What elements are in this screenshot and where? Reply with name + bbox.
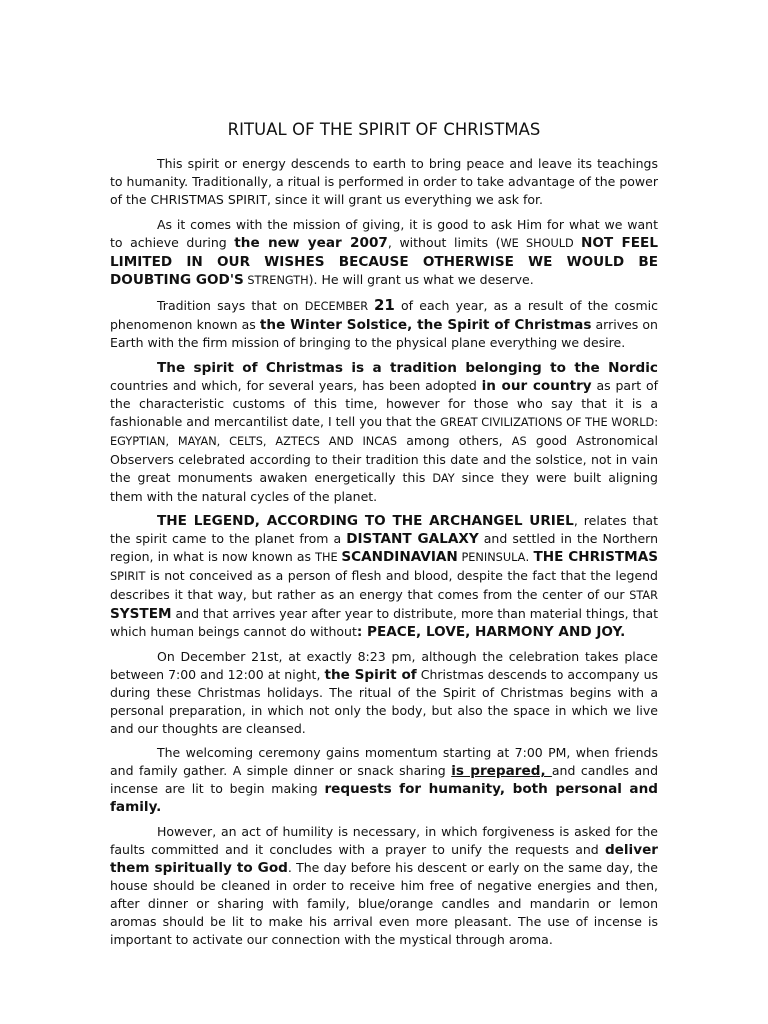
paragraph-1-text: This spirit or energy descends to earth to bring peace and leave its teachings to humanity. Traditionally, a ritual is performed in order to take advantage of the power of the CHRISTMAS SPIRIT, since it will grant us everything we ask for. [110,156,658,207]
p3-s3: 21 [373,296,395,314]
p5-s3: DISTANT GALAXY [346,531,479,547]
paragraph-4 [110,359,658,506]
p2-s6: STRENGTH [243,273,309,287]
p5-s13: SYSTEM [110,606,172,622]
p5-s7: PENINSULA [457,551,526,564]
p5-s15: : PEACE, LOVE, HARMONY AND JOY. [356,624,626,640]
p4-s2: countries and which, for several years, has been adopted [110,377,482,393]
p5-s12: STAR [629,589,658,602]
p4-s3: in our country [481,377,592,394]
p2-s5: NOT FEEL LIMITED IN OUR WISHES BECAUSE OTHERWISE WE WOULD BE DOUBTING GOD'S [110,234,659,288]
p6-s1: On December 21st, at exactly 8:23 pm, although the celebration takes place between 7:00 and 12:00 at night, [110,648,658,682]
p5-s10: SPIRIT [110,570,146,583]
p5-s8: . [525,549,534,564]
p5-s6: SCANDINAVIAN [341,549,458,565]
p5-s4: and settled in the Northern region, in what is now known as [110,531,659,564]
p2-s3: , without limits ( [387,234,501,250]
p8-s3: . The day before his descent or early on the same day, the house should be cleaned in order to receive him free of negative energies and then, after dinner or sharing with family, blue/orange candles and mandarin or lemon aromas should be lit to make his arrival even more pleasant. The use of incense is important to activate our connection with the mystical through aroma. [110,859,658,947]
p5-s1: THE LEGEND, ACCORDING TO THE ARCHANGEL URIEL [157,513,574,529]
p7-s1: The welcoming ceremony gains momentum starting at 7:00 PM, when friends and family gather. A simple dinner or snack sharing [110,745,658,778]
paragraph-1 [110,155,658,209]
p4-s5: GREAT CIVILIZATIONS OF THE WORLD: EGYPTIAN, MAYAN, CELTS, AZTECS AND INCAS [110,415,658,448]
p8-s2: deliver them spiritually to God [110,841,658,876]
p4-s1: The spirit of Christmas is a tradition belonging to the Nordic [157,359,658,376]
p7-s4: requests for humanity, both personal and family. [110,781,658,815]
p8-s1: However, an act of humility is necessary, in which forgiveness is asked for the faults committed and it concludes with a prayer to unify the requests and [110,823,658,857]
p4-s10: since they were built aligning them with the natural cycles of the planet. [110,469,658,504]
p2-s4: WE SHOULD [500,236,581,250]
p3-s2: DECEMBER [304,300,374,313]
p5-s14: and that arrives year after year to distribute, more than material things, that which human beings cannot do without [110,606,658,639]
p4-s4: as part of the characteristic customs of this time, however for those who say that it is a fashionable and mercantilist date, I tell you that the [110,377,659,429]
paragraph-5 [110,512,658,641]
paragraph-8 [110,823,658,949]
p7-s2: is prepared, [451,763,552,779]
document-title: RITUAL OF THE SPIRIT OF CHRISTMAS [227,120,541,139]
p3-s5: the Winter Solstice, the Spirit of Christmas [259,317,592,333]
p2-s2: the new year 2007 [234,234,388,251]
p6-s3: Christmas descends to accompany us during these Christmas holidays. The ritual of the Spirit of Christmas begins with a personal preparation, in which not only the body, but also the space in which we live and our thoughts are cleansed. [110,666,659,736]
p2-s7: ). He will grant us what we deserve. [308,271,534,287]
p6-s2: the Spirit of [324,666,417,683]
p4-s8: good Astronomical Observers celebrated according to their tradition this date and the solstice, not in vain the great monuments awaken energetically this [110,432,658,485]
p5-s9: THE CHRISTMAS [533,549,659,565]
p5-s11: is not conceived as a person of flesh and blood, despite the fact that the legend describes it that way, but rather as an energy that comes from the center of our [110,568,658,602]
p5-s2: , relates that the spirit came to the planet from a [110,513,658,546]
p4-s7: AS [511,434,527,448]
p4-s9: DAY [432,471,455,485]
p4-s6: among others, [397,432,512,448]
paragraph-2 [110,216,658,290]
p3-s6: arrives on Earth with the firm mission of bringing to the physical plane everything we desire. [110,317,658,350]
p5-s5: THE [315,551,342,564]
p3-s1: Tradition says that on [157,298,305,313]
p7-s3: and candles and incense are lit to begin making [110,763,659,796]
p3-s4: of each year, as a result of the cosmic phenomenon known as [110,298,658,332]
p2-s1: As it comes with the mission of giving, it is good to ask Him for what we want to achieve during [110,216,658,250]
paragraph-6 [110,648,658,738]
paragraph-7 [110,744,658,816]
paragraph-3 [110,296,658,352]
